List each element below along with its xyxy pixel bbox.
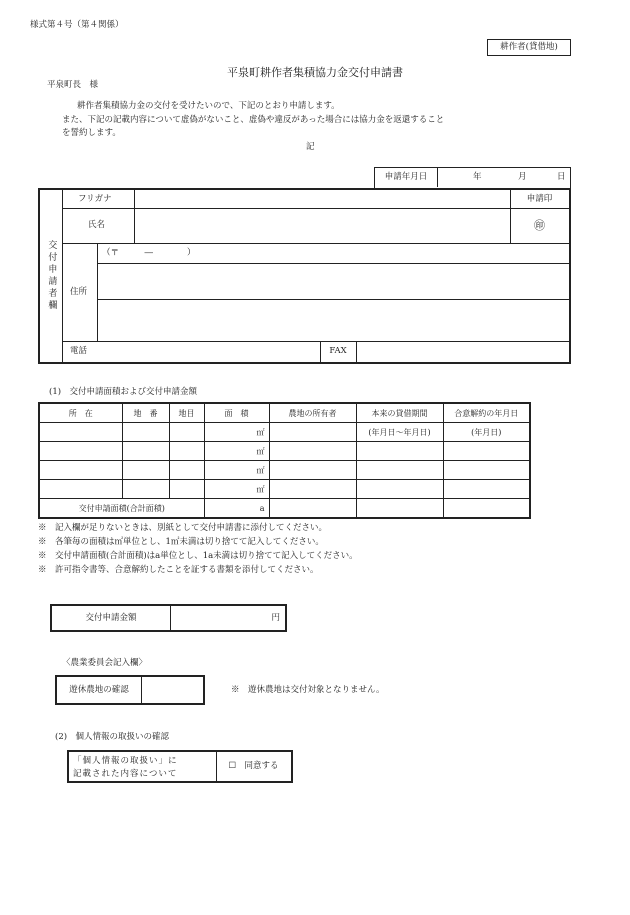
note-4: ※ 許可指令書等、合意解約したことを証する書類を添付してください。 bbox=[38, 565, 319, 575]
application-date-row bbox=[374, 167, 571, 189]
applicant-type: 耕作者(貸借地) bbox=[500, 42, 558, 53]
fax-label: FAX bbox=[329, 346, 347, 357]
agree-checkbox[interactable]: ☐ 同意する bbox=[228, 761, 279, 772]
total-row[interactable] bbox=[39, 499, 530, 519]
name-label: 氏名 bbox=[88, 220, 106, 231]
name-field[interactable] bbox=[134, 208, 510, 243]
unit-a: a bbox=[204, 499, 269, 519]
table-header-row bbox=[39, 403, 530, 423]
unit-m2: ㎡ bbox=[204, 461, 269, 480]
total-area-label: 交付申請面積(合計面積) bbox=[39, 499, 204, 519]
address-line-1-field[interactable] bbox=[97, 263, 569, 299]
unit-m2: ㎡ bbox=[204, 480, 269, 499]
note-3: ※ 交付申請面積(合計面積)はa単位とし、1a未満は切り捨てて記入してください。 bbox=[38, 551, 358, 561]
area-table bbox=[38, 402, 531, 519]
ki-label: 記 bbox=[306, 142, 315, 152]
note-1: ※ 記入欄が足りないときは、別紙として交付申請書に添付してください。 bbox=[38, 523, 328, 533]
date-month: 月 bbox=[518, 172, 527, 183]
phone-field[interactable] bbox=[97, 341, 320, 362]
amount-box bbox=[50, 604, 287, 632]
column-header: 面 積 bbox=[204, 403, 269, 423]
table-row[interactable] bbox=[39, 442, 530, 461]
note-2: ※ 各筆毎の面積は㎡単位とし、1㎡未満は切り捨てて記入してください。 bbox=[38, 537, 324, 547]
column-header: 合意解約の年月日 bbox=[443, 403, 530, 423]
seal-label: 申請印 bbox=[526, 193, 553, 204]
date-year: 年 bbox=[473, 172, 482, 183]
applicant-section bbox=[38, 188, 571, 364]
addressee: 平泉町長 様 bbox=[47, 80, 99, 90]
section1-heading: (1) 交付申請面積および交付申請金額 bbox=[49, 387, 198, 397]
date-day: 日 bbox=[557, 172, 566, 183]
date-hint: (年月日) bbox=[443, 423, 530, 442]
column-header: 農地の所有者 bbox=[269, 403, 356, 423]
address-line-2-field[interactable] bbox=[97, 299, 569, 341]
application-date-label: 申請年月日 bbox=[384, 172, 428, 183]
page-title: 平泉町耕作者集積協力金交付申請書 bbox=[227, 66, 403, 79]
table-row[interactable] bbox=[39, 480, 530, 499]
consent-box bbox=[67, 750, 293, 783]
column-header: 所 在 bbox=[39, 403, 122, 423]
amount-label: 交付申請金額 bbox=[85, 612, 137, 623]
applicant-section-label: 交付申請者欄 bbox=[46, 240, 57, 312]
amount-field[interactable] bbox=[170, 606, 280, 630]
furigana-label: フリガナ bbox=[78, 193, 112, 204]
body-text-line-2: また、下記の記載内容について虚偽がないこと、虚偽や違反があった場合には協力金を返還すること bbox=[62, 115, 445, 125]
body-text-line-1: 耕作者集積協力金の交付を受けたいので、下記のとおり申請します。 bbox=[77, 101, 340, 111]
postal-code-field[interactable]: （〒 ― ） bbox=[102, 247, 196, 258]
column-header: 地目 bbox=[169, 403, 204, 423]
form-number: 様式第４号（第４関係） bbox=[30, 20, 124, 30]
column-header: 本来の貸借期間 bbox=[356, 403, 443, 423]
consent-text-line-1: 「個人情報の取扱い」に bbox=[73, 756, 178, 766]
unit-m2: ㎡ bbox=[204, 423, 269, 442]
period-hint: (年月日～年月日) bbox=[356, 423, 443, 442]
body-text-line-3: を誓約します。 bbox=[62, 128, 121, 138]
idle-farmland-label: 遊休農地の確認 bbox=[69, 684, 129, 695]
phone-label: 電話 bbox=[70, 346, 88, 357]
committee-heading: 〈農業委員会記入欄〉 bbox=[62, 658, 148, 668]
column-header: 地 番 bbox=[122, 403, 169, 423]
section2-heading: (2) 個人情報の取扱いの確認 bbox=[55, 732, 170, 742]
amount-unit: 円 bbox=[271, 612, 280, 623]
seal-mark: ㊞ bbox=[534, 218, 545, 232]
table-row[interactable] bbox=[39, 423, 530, 442]
idle-farmland-field[interactable] bbox=[141, 677, 203, 703]
fax-field[interactable] bbox=[356, 341, 569, 362]
unit-m2: ㎡ bbox=[204, 442, 269, 461]
table-row[interactable] bbox=[39, 461, 530, 480]
address-label: 住所 bbox=[70, 286, 88, 297]
committee-note: ※ 遊休農地は交付対象となりません。 bbox=[231, 685, 385, 695]
committee-box bbox=[55, 675, 205, 705]
consent-text-line-2: 記載された内容について bbox=[73, 768, 178, 779]
applicant-type-box bbox=[487, 39, 571, 56]
